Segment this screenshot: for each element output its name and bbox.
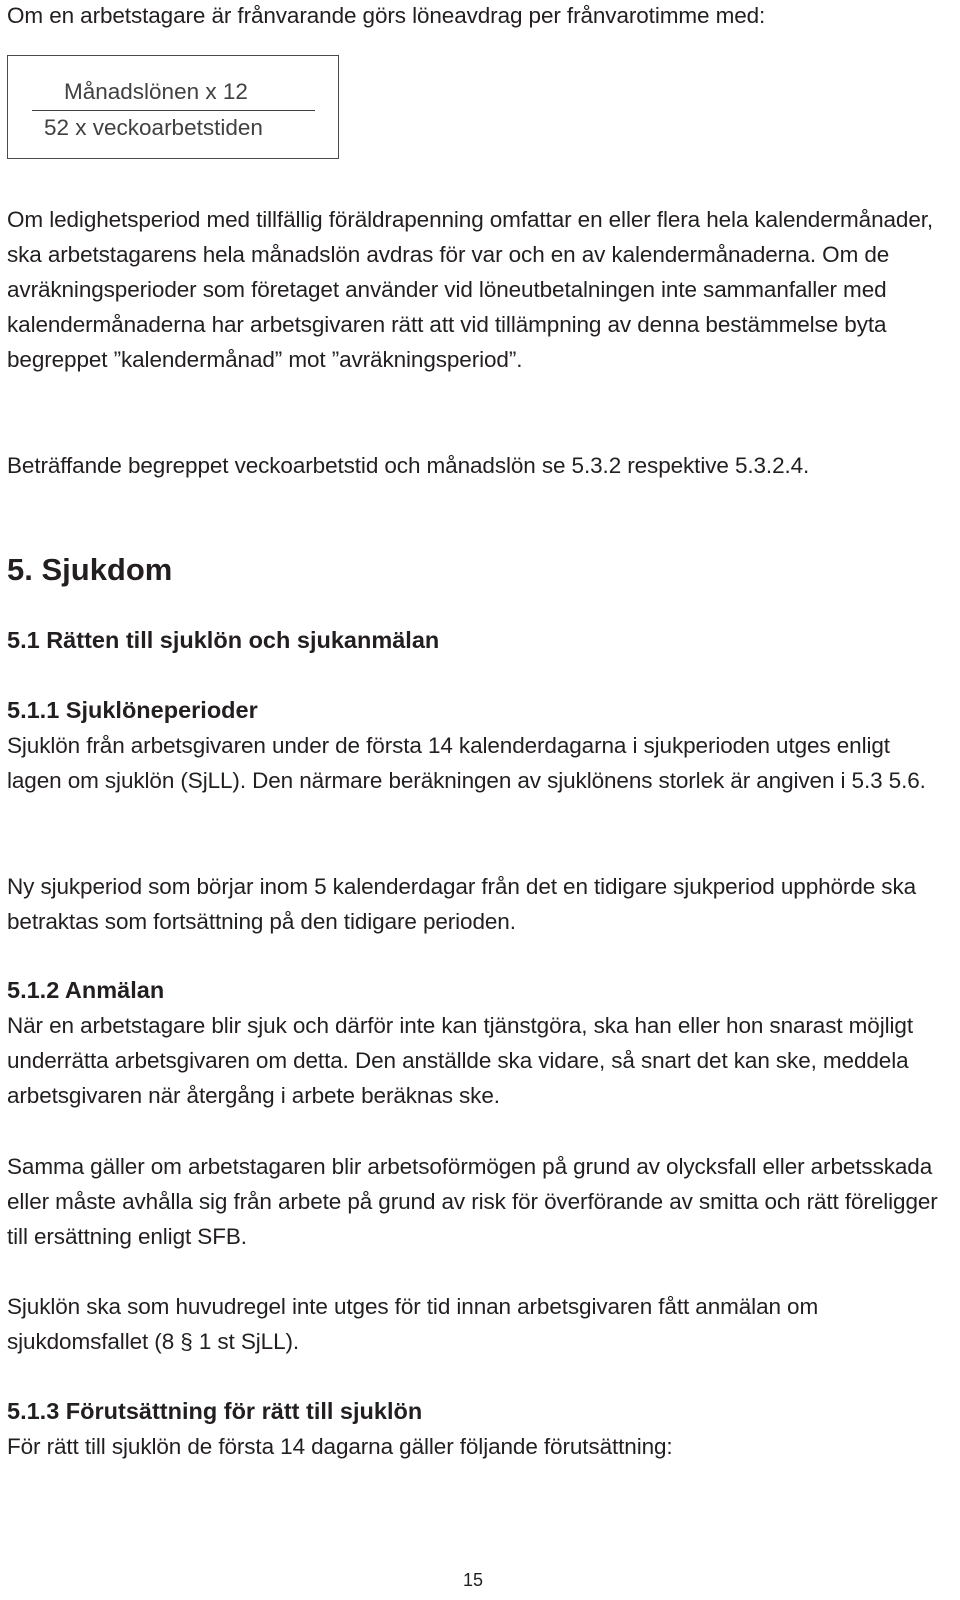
heading-forutsattning: 5.1.3 Förutsättning för rätt till sjuklön <box>7 1398 423 1424</box>
formula-box <box>7 55 339 159</box>
section-5-1-1-continued <box>7 869 947 939</box>
section-5-1-1 <box>7 693 947 798</box>
heading-sjukdom: 5. Sjukdom <box>7 552 173 587</box>
ledighet-section <box>7 202 947 377</box>
paragraph-underratta: När en arbetstagare blir sjuk och därför inte kan tjänstgöra, ska han eller hon snarast möjligt underrätta arbetsgivaren om detta. Den anställde ska vidare, så snart det kan ske, meddela arbetsgivaren när återgång i arbete beräknas ske. <box>7 1013 913 1108</box>
formula-denominator: 52 x veckoarbetstiden <box>44 115 263 140</box>
heading-anmalan: 5.1.2 Anmälan <box>7 977 165 1003</box>
paragraph-forutsattning: För rätt till sjuklön de första 14 dagarna gäller följande förutsättning: <box>7 1434 673 1459</box>
section-5-1-2-huvudregel <box>7 1289 947 1359</box>
fraction-line <box>32 110 315 111</box>
ledighet-paragraph: Om ledighetsperiod med tillfällig föräldrapenning omfattar en eller flera hela kalendermånader, ska arbetstagarens hela månadslön avdras för var och en av kalendermånaderna. Om de avräkningsperioder som företaget använder vid löneutbetalningen inte sammanfaller med kalendermånaderna har arbetsgivaren rätt att vid tillämpning av denna bestämmelse byta begreppet ”kalendermånad” mot ”avräkningsperiod”. <box>7 207 934 372</box>
paragraph-huvudregel: Sjuklön ska som huvudregel inte utges för tid innan arbetsgivaren fått anmälan om sjukdomsfallet (8 § 1 st SjLL). <box>7 1294 819 1354</box>
heading-sjukloneperioder: 5.1.1 Sjuklöneperioder <box>7 697 258 723</box>
section-5-1-3 <box>7 1394 947 1464</box>
begrepp-section <box>7 448 947 483</box>
section-5-1-2 <box>7 973 947 1113</box>
paragraph-arbetsoformogen: Samma gäller om arbetstagaren blir arbetsoförmögen på grund av olycksfall eller arbetsskada eller måste avhålla sig från arbete på grund av risk för överförande av smitta och rätt föreligger till ersättning enligt SFB. <box>7 1154 938 1249</box>
heading-ratten-till-sjuklon: 5.1 Rätten till sjuklön och sjukanmälan <box>7 627 440 653</box>
formula-numerator: Månadslönen x 12 <box>64 79 248 104</box>
intro-paragraph: Om en arbetstagare är frånvarande görs löneavdrag per frånvarotimme med: <box>7 3 766 28</box>
paragraph-ny-sjukperiod: Ny sjukperiod som börjar inom 5 kalenderdagar från det en tidigare sjukperiod upphörde ska betraktas som fortsättning på den tidigare perioden. <box>7 874 917 934</box>
begrepp-paragraph: Beträffande begreppet veckoarbetstid och månadslön se 5.3.2 respektive 5.3.2.4. <box>7 453 810 478</box>
page-number: 15 <box>463 1570 484 1590</box>
section-5-1-2-samma <box>7 1149 947 1254</box>
paragraph-sjuklon-arbetsgivaren: Sjuklön från arbetsgivaren under de första 14 kalenderdagarna i sjukperioden utges enligt lagen om sjuklön (SjLL). Den närmare beräkningen av sjuklönens storlek är angiven i 5.3 5.6. <box>7 733 926 793</box>
